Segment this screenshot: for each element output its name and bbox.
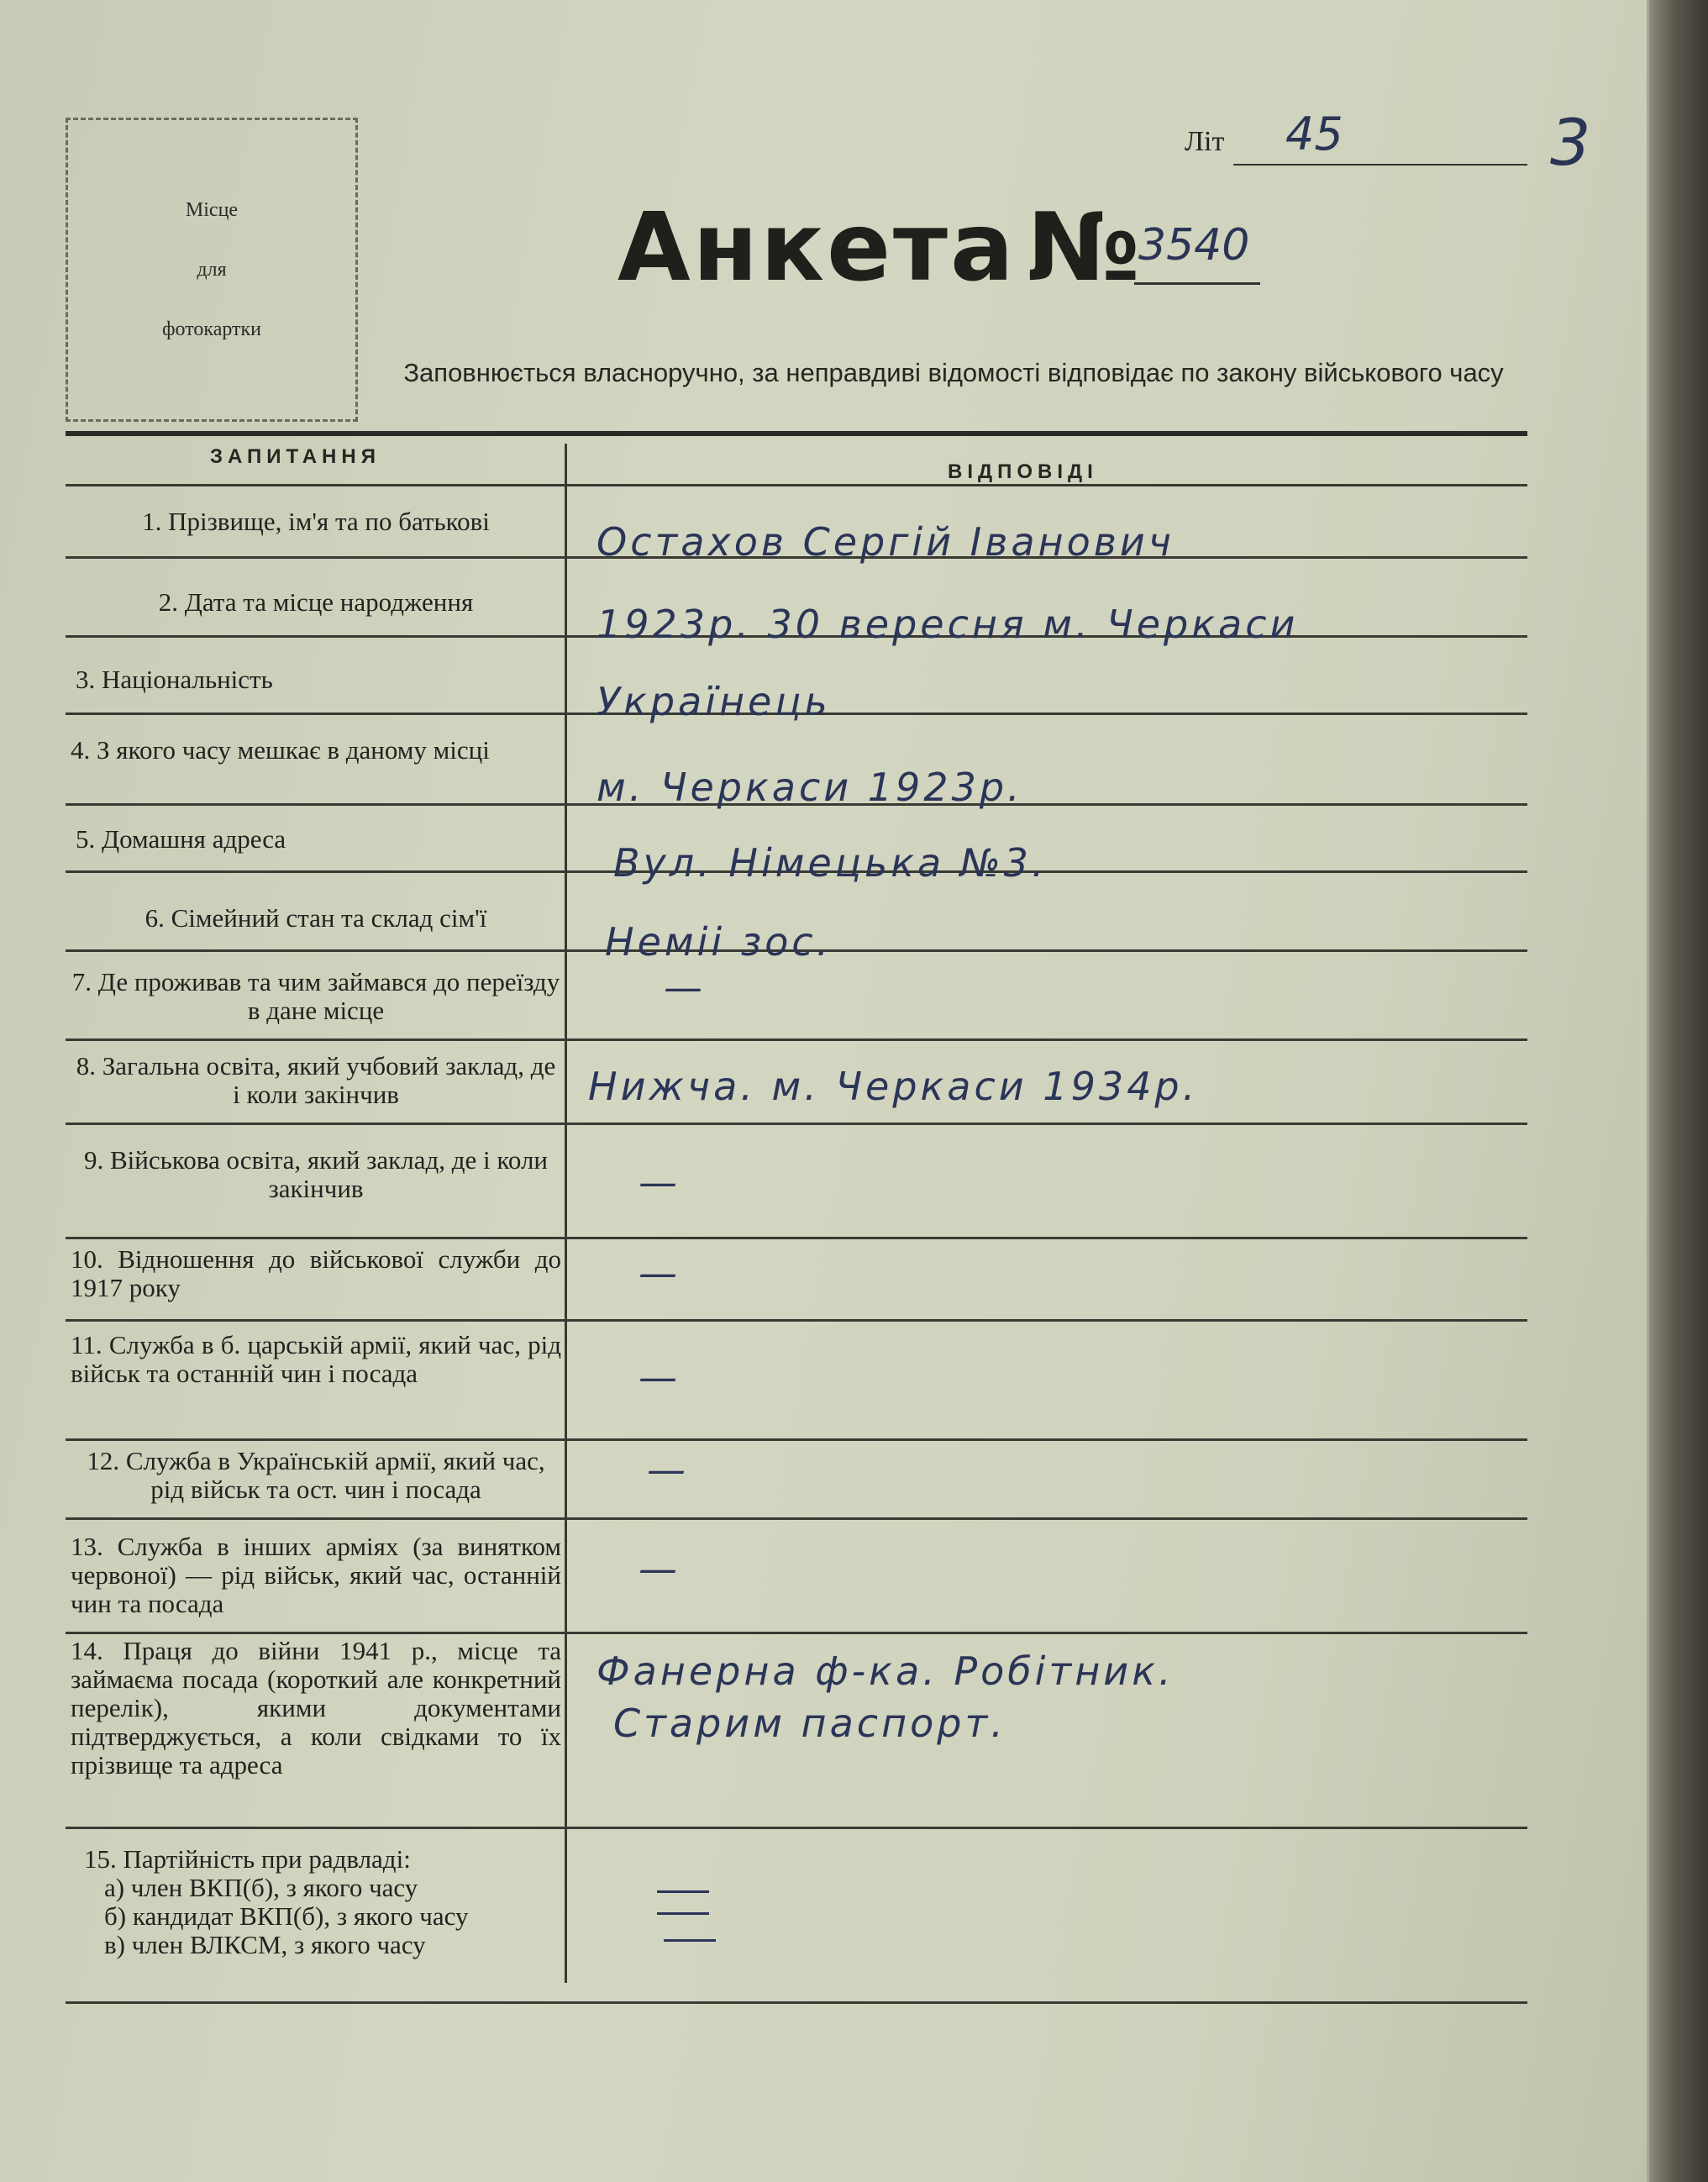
photo-label-line1: Місце <box>185 198 239 221</box>
row-rule <box>66 2001 1527 2004</box>
question-13: 13. Служба в інших арміях (за винятком червоної) — рід військ, який час, останній чин та посада <box>71 1532 561 1618</box>
answers-column-header: ВІДПОВІДІ <box>948 460 1098 483</box>
form-number: 3540 <box>1138 220 1250 271</box>
row-rule <box>66 1632 1527 1634</box>
answer-1: Остахов Сергій Іванович <box>596 519 1175 565</box>
number-sign: № <box>1027 193 1140 302</box>
answer-14-line1: Фанерна ф-ка. Робітник. <box>596 1648 1175 1694</box>
row-rule <box>66 1237 1527 1239</box>
answer-6: Неміі зос. <box>605 919 833 965</box>
question-15-a: а) член ВКП(б), з якого часу <box>104 1873 418 1902</box>
answer-3: Українець <box>596 679 831 724</box>
question-15 <box>71 1845 561 1959</box>
answer-11: — <box>639 1354 681 1400</box>
question-11: 11. Служба в б. царській армії, який час, рід військ та останній чин і посада <box>71 1330 561 1388</box>
sheet-number: 45 <box>1285 108 1343 160</box>
sheet-underline <box>1233 164 1527 166</box>
question-9: 9. Військова освіта, який заклад, де і коли закінчив <box>83 1145 549 1203</box>
question-2: 2. Дата та місце народження <box>158 587 474 617</box>
answer-7: — <box>664 965 706 1010</box>
form-instructions: Заповнюється власноручно, за неправдиві відомості відповідає по закону військового часу <box>403 358 1504 387</box>
form-number-underline <box>1134 282 1260 285</box>
photo-label-line2: для <box>197 258 227 281</box>
row-rule <box>66 1438 1527 1441</box>
row-rule <box>66 484 1527 486</box>
row-rule <box>66 1517 1527 1520</box>
answer-15-a-dash <box>657 1890 709 1893</box>
row-rule <box>66 1038 1527 1041</box>
answer-15-c-dash <box>664 1939 716 1942</box>
answer-13: — <box>639 1546 681 1591</box>
answer-4: м. Черкаси 1923р. <box>596 765 1023 810</box>
answer-9: — <box>639 1159 681 1205</box>
table-top-rule <box>66 431 1527 436</box>
page-number: 3 <box>1550 105 1591 180</box>
question-1: 1. Прізвище, ім'я та по батькові <box>142 507 490 536</box>
answer-8: Нижча. м. Черкаси 1934р. <box>588 1064 1199 1109</box>
question-5: 5. Домашня адреса <box>76 824 286 854</box>
row-rule <box>66 1123 1527 1125</box>
answer-5: Вул. Німецька №3. <box>613 840 1048 886</box>
question-15-b: б) кандидат ВКП(б), з якого часу <box>104 1901 469 1931</box>
folder-edge <box>1649 0 1708 2182</box>
question-15-title: 15. Партійність при радвладі: <box>84 1844 411 1874</box>
form-title: Анкета <box>618 193 1017 302</box>
question-4: 4. З якого часу мешкає в даному місці <box>71 735 490 765</box>
question-3: 3. Національність <box>76 665 273 694</box>
sheet-label: Літ <box>1185 126 1225 157</box>
question-10: 10. Відношення до військової служби до 1917 року <box>71 1244 561 1302</box>
question-15-c: в) член ВЛКСМ, з якого часу <box>104 1930 426 1959</box>
row-rule <box>66 1827 1527 1829</box>
photo-placeholder <box>66 118 358 422</box>
photo-label-line3: фотокартки <box>161 318 262 340</box>
answer-12: — <box>647 1447 689 1492</box>
questions-column-header: ЗАПИТАННЯ <box>210 445 381 468</box>
row-rule <box>66 1319 1527 1322</box>
question-7: 7. Де проживав та чим займався до переїзду в дане місце <box>71 967 560 1025</box>
question-12: 12. Служба в Українській армії, який час, рід військ та ост. чин і посада <box>87 1446 545 1504</box>
answer-2: 1923р. 30 вересня м. Черкаси <box>596 602 1299 647</box>
answer-10: — <box>639 1250 681 1296</box>
question-14: 14. Праця до війни 1941 р., місце та займаєма посада (короткий але конкретний перелік), якими документами підтверджується, а коли свідками то їх прізвище та адреса <box>71 1636 561 1780</box>
answer-14-line2: Старим паспорт. <box>613 1701 1006 1746</box>
question-6: 6. Сімейний стан та склад сім'ї <box>145 903 487 933</box>
answer-15-b-dash <box>657 1912 709 1915</box>
question-8: 8. Загальна освіта, який учбовий заклад, де і коли закінчив <box>76 1051 556 1109</box>
